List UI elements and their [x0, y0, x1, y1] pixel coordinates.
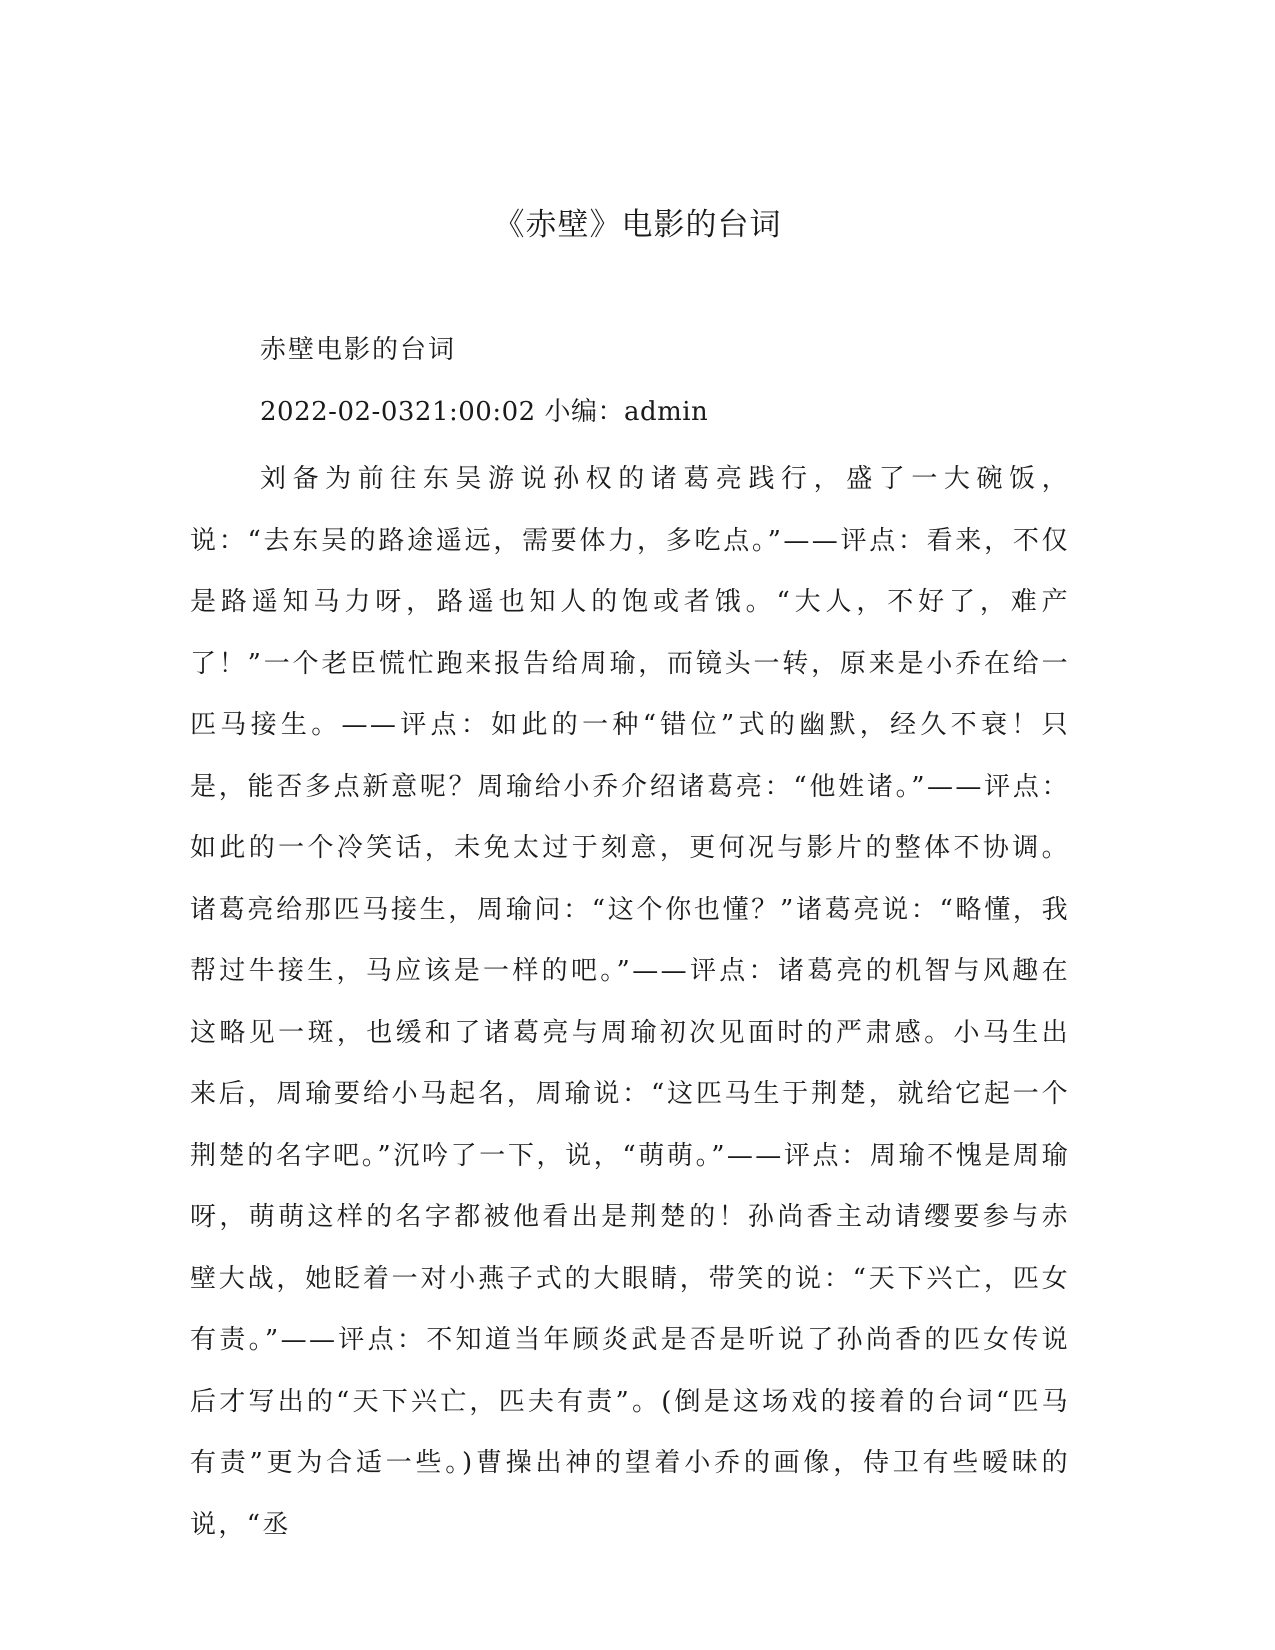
document-title: 《赤壁》电影的台词	[493, 207, 782, 243]
body-paragraph: 刘备为前往东吴游说孙权的诸葛亮践行，盛了一大碗饭，说：“去东吴的路途遥远，需要体力，多吃点。”——评点：看来，不仅是路遥知马力呀，路遥也知人的饱或者饿。“大人，不好了，难产了！”一个老臣慌忙跑来报告给周瑜，而镜头一转，原来是小乔在给一匹马接生。——评点：如此的一种“错位”式的幽默，经久不衰！只是，能否多点新意呢？周瑜给小乔介绍诸葛亮：“他姓诸。”——评点：如此的一个冷笑话，未免太过于刻意，更何况与影片的整体不协调。诸葛亮给那匹马接生，周瑜问：“这个你也懂？”诸葛亮说：“略懂，我帮过牛接生，马应该是一样的吧。”——评点：诸葛亮的机智与风趣在这略见一斑，也缓和了诸葛亮与周瑜初次见面时的严肃感。小马生出来后，周瑜要给小马起名，周瑜说：“这匹马生于荆楚，就给它起一个荆楚的名字吧。”沉吟了一下，说，“萌萌。”——评点：周瑜不愧是周瑜呀，萌萌这样的名字都被他看出是荆楚的！孙尚香主动请缨要参与赤壁大战，她眨着一对小燕子式的大眼睛，带笑的说：“天下兴亡，匹女有责。”——评点：不知道当年顾炎武是否是听说了孙尚香的匹女传说后才写出的“天下兴亡，匹夫有责”。(倒是这场戏的接着的台词“匹马有责”更为合适一些。)曹操出神的望着小乔的画像，侍卫有些暧昧的说，“丞	[190, 464, 1070, 1540]
document-subtitle: 赤壁电影的台词	[260, 335, 457, 365]
document-date-line: 2022-02-0321:00:02 小编：admin	[260, 397, 709, 427]
